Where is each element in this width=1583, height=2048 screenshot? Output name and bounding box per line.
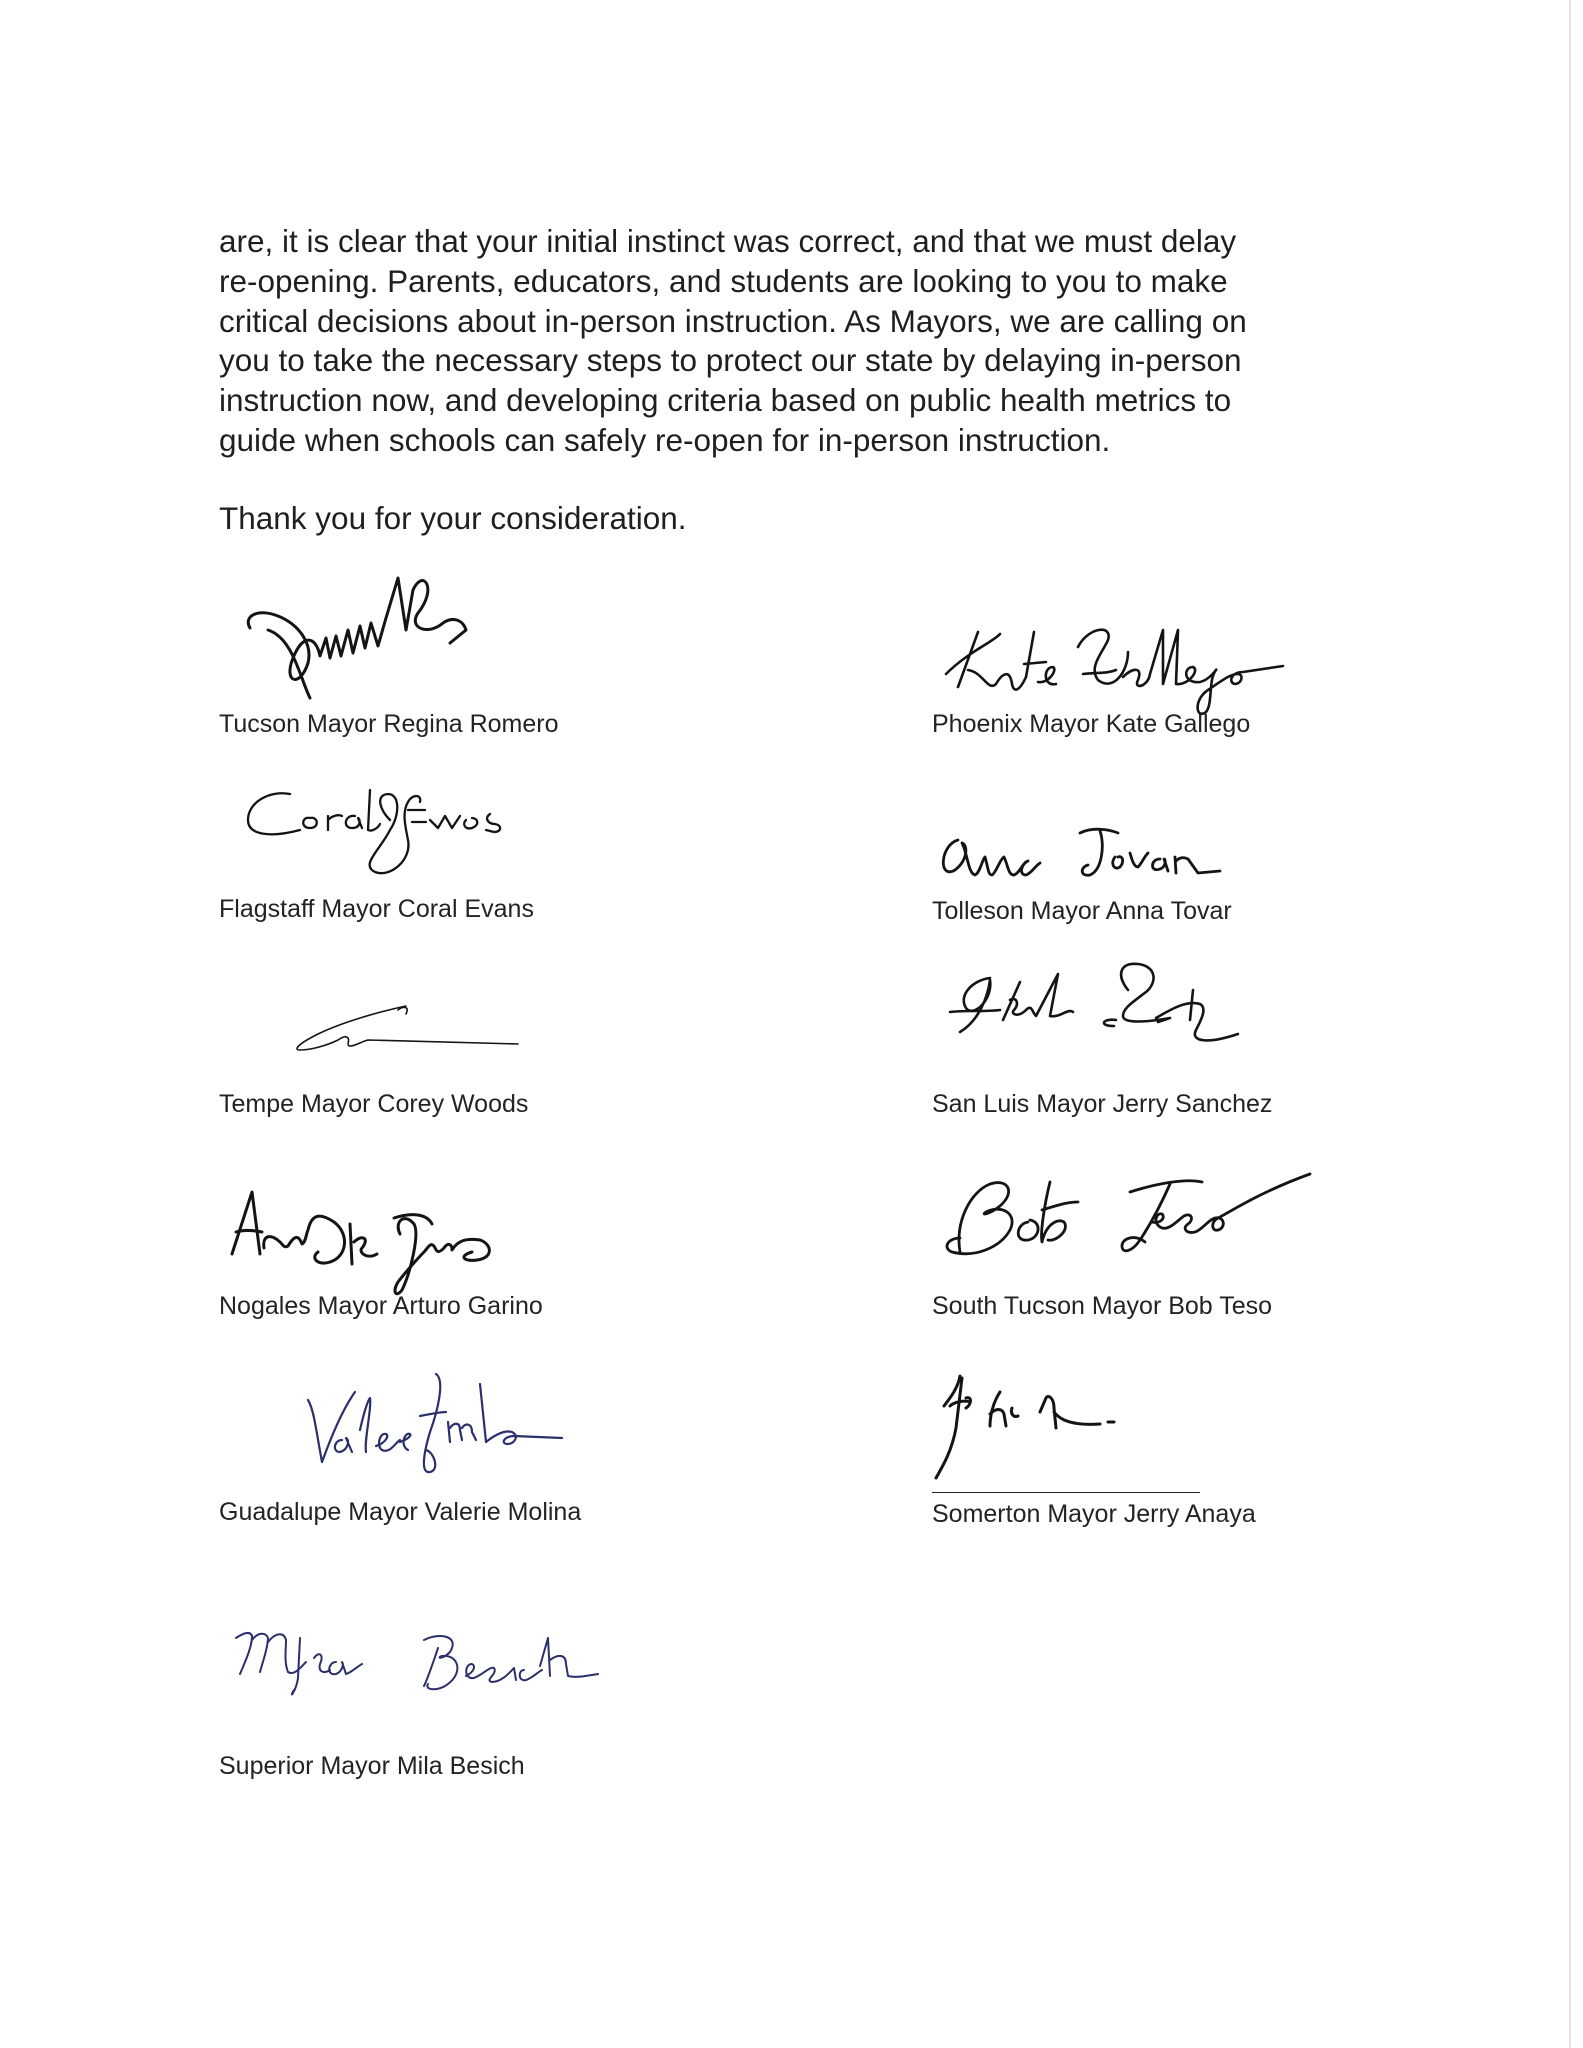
body-line: instruction now, and developing criteria based on public health metrics to [219,382,1232,419]
closing-line: Thank you for your consideration. [219,500,687,536]
signature-anna-tovar [930,815,1230,895]
signature-coral-evans [240,780,550,880]
signatory-name: Guadalupe Mayor Valerie Molina [219,1498,582,1526]
signatory-name: Tempe Mayor Corey Woods [219,1090,529,1118]
signature-mila-besich [228,1620,628,1710]
page-edge [1569,0,1571,2048]
letter-body [219,222,1369,461]
signature-jerry-anaya [930,1368,1200,1483]
signatory-name: Tolleson Mayor Anna Tovar [932,897,1232,925]
signature-line [932,1492,1200,1493]
signatory-name: San Luis Mayor Jerry Sanchez [932,1090,1273,1118]
body-line: re-opening. Parents, educators, and students are looking to you to make [219,262,1228,299]
signatory-name: Flagstaff Mayor Coral Evans [219,895,534,923]
body-line: you to take the necessary steps to protect our state by delaying in-person [219,342,1242,379]
signature-regina-romero [238,568,513,703]
signature-valerie-molina [300,1370,570,1480]
signatory-name: Nogales Mayor Arturo Garino [219,1292,543,1320]
body-line: guide when schools can safely re-open for in-person instruction. [219,421,1111,458]
signature-arturo-garino [222,1182,522,1302]
signature-corey-woods [288,1000,528,1070]
signatory-name: Superior Mayor Mila Besich [219,1752,525,1780]
signatory-name: Somerton Mayor Jerry Anaya [932,1500,1256,1528]
signature-kate-gallego [938,612,1298,722]
signatory-name: South Tucson Mayor Bob Teso [932,1292,1273,1320]
signature-bob-teso [930,1162,1320,1272]
body-line: are, it is clear that your initial instinct was correct, and that we must delay [219,223,1237,259]
signatory-name: Phoenix Mayor Kate Gallego [932,710,1251,738]
body-line: critical decisions about in-person instruction. As Mayors, we are calling on [219,302,1247,339]
signature-jerry-sanchez [938,960,1258,1080]
signatory-name: Tucson Mayor Regina Romero [219,710,559,738]
